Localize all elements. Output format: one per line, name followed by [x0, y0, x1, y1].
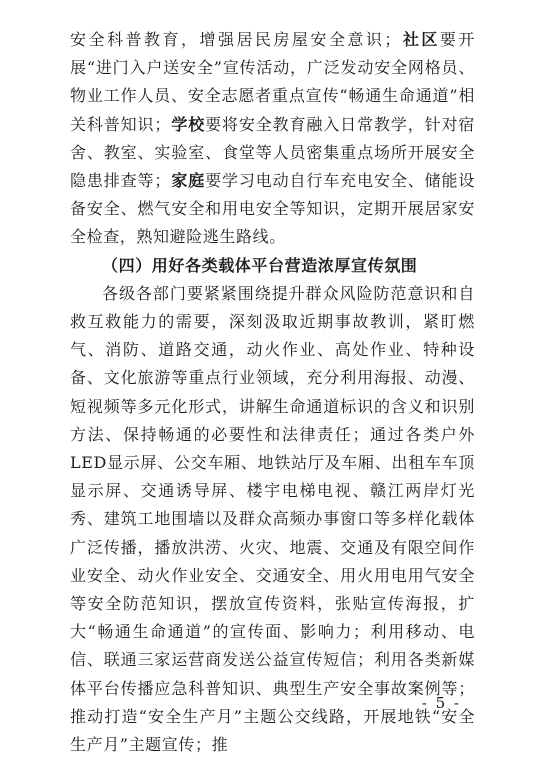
paragraph-text: 安全科普教育，增强居民房屋安全意识； — [70, 30, 402, 49]
keyword-school: 学校 — [171, 114, 206, 134]
keyword-community: 社区 — [401, 30, 440, 49]
paragraph-community-school-family — [70, 26, 475, 252]
paragraph-text: 要开展“进门入户送安全”宣传活动，广泛发动安全网格员、物业工作人员、安全志愿者重点宣传“畅通生命通道”相关科普知识； — [70, 30, 476, 134]
paragraph-publicity-platforms: 各级各部门要紧紧围绕提升群众风险防范意识和自救互救能力的需要，深刻汲取近期事故教训，紧盯燃气、消防、道路交通，动火作业、高处作业、特种设备、文化旅游等重点行业领域，充分利用海报、动漫、短视频等多元化形式，讲解生命通道标识的含义和识别方法、保持畅通的必要性和法律责任；通过各类户外LED显示屏、公交车厢、地铁站厅及车厢、出租车车顶显示屏、交通诱导屏、楼宇电梯电视、赣江两岸灯光秀、建筑工地围墙以及群众高频办事窗口等多样化载体广泛传播，播放洪涝、火灾、地震、交通及有限空间作业安全、动火作业安全、交通安全、用火用电用气安全等安全防范知识，摆放宣传资料，张贴宣传海报，扩大“畅通生命通道”的宣传面、影响力；利用移动、电信、联通三家运营商发送公益宣传短信；利用各类新媒体平台传播应急科普知识、典型生产安全事故案例等；推动打造“安全生产月”主题公交线路，开展地铁“安全生产月”主题宣传；推 — [70, 283, 475, 755]
paragraph-text: 要学习电动自行车充电安全、储能设备安全、燃气安全和用电安全等知识，定期开展居家安全检查，熟知避险逃生路线。 — [70, 171, 475, 247]
paragraph-text: 要将安全教育融入日常教学，针对宿舍、教室、实验室、食堂等人员密集重点场所开展安全隐患排查等； — [70, 114, 475, 191]
page-number: - 5 - — [421, 694, 461, 712]
document-body — [70, 26, 475, 759]
section-heading: （四）用好各类载体平台营造浓厚宣传氛围 — [102, 255, 418, 275]
keyword-family: 家庭 — [171, 171, 206, 191]
